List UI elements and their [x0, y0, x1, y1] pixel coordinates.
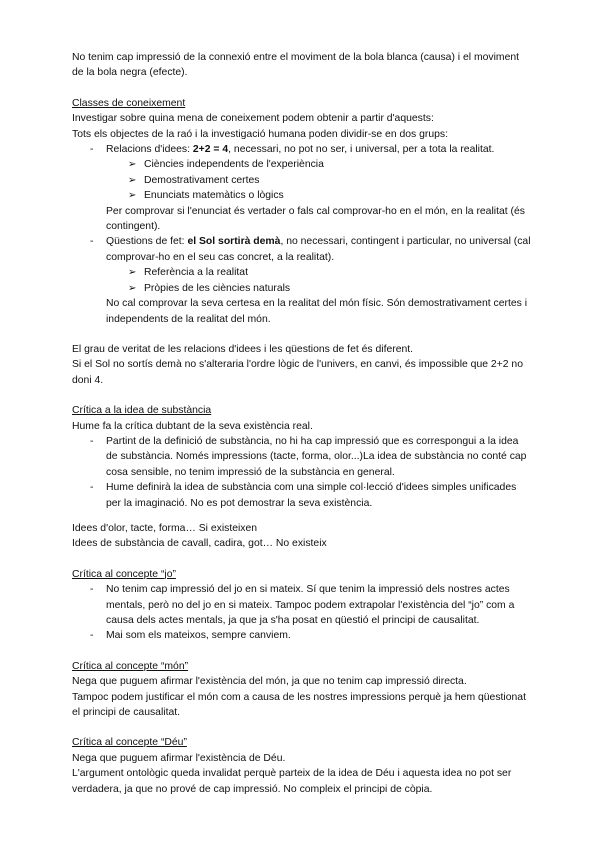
- arrow-bullet-icon: ➢: [128, 174, 137, 186]
- substance-heading: Crítica a la idea de substància: [72, 405, 212, 417]
- arrow-bullet-icon: ➢: [128, 282, 137, 294]
- classes-groups-line: Tots els objectes de la raó i la investigació humana poden dividir-se en dos grups:: [72, 128, 449, 140]
- god-line: L'argument ontològic queda invalidat perquè parteix de la idea de Déu i aquesta idea no pot ser verdadera, ja que no prové de cap impressió. No compleix el principi de còpia.: [72, 768, 512, 795]
- dash-bullet: -: [90, 482, 94, 494]
- god-heading: Crítica al concepte “Déu”: [72, 737, 187, 749]
- ideas-bullet: ➢ Demostrativament certes: [72, 173, 532, 188]
- substance-example-line: Idees d'olor, tacte, forma… Si existeixen: [72, 522, 258, 534]
- facts-item: - Qüestions de fet: el Sol sortirà demà, no necessari, contingent i particular, no universal (cal comprovar-ho en el seu cas concret, a la realitat).: [90, 236, 531, 263]
- facts-bullet: ➢ Pròpies de les ciències naturals: [72, 281, 532, 296]
- world-line: Tampoc podem justificar el món com a causa de les nostres impressions perquè ja hem qüestionat el principi de causalitat.: [72, 691, 526, 719]
- substance-example-line: Idees de substància de cavall, cadira, got… No existeix: [72, 538, 327, 550]
- substance-item: - Hume definirà la idea de substància com una simple col·lecció d'idees simples unificades per la imaginació. No es pot demostrar la seva existència.: [90, 482, 517, 509]
- arrow-bullet-icon: ➢: [128, 190, 137, 202]
- substance-item: - Partint de la definició de substància, no hi ha cap impressió que es correspongui a la idea de substància. Només impressions (tacte, forma, olor...)La idea de substància no conté cap cosa sensible, no tenim impressió de la substància en general.: [90, 435, 527, 478]
- facts-bullet: ➢ Referència a la realitat: [72, 265, 532, 280]
- ideas-example: 2+2 = 4: [192, 144, 229, 156]
- arrow-bullet-icon: ➢: [128, 267, 137, 279]
- ideas-bullet: ➢ Enunciats matemàtics o lògics: [72, 188, 532, 203]
- dash-bullet: -: [90, 435, 94, 447]
- classes-heading: Classes de coneixement: [72, 97, 186, 109]
- document-page: [72, 50, 532, 797]
- truth-degree-line: El grau de veritat de les relacions d'idees i les qüestions de fet és diferent.: [72, 343, 414, 355]
- sun-example-line: Si el Sol no sortís demà no s'alteraria l'ordre lògic de l'univers, en canvi, és impossible que 2+2 no doni 4.: [72, 359, 523, 386]
- self-item: - No tenim cap impressió del jo en si mateix. Sí que tenim la impressió dels nostres actes mentals, però no del jo en si mateix. Tampoc podem extrapolar l'existència del “jo” com a causa dels actes mentals, ja que ja s'ha posat en qüestió el principi de causalitat.: [90, 584, 515, 626]
- self-heading: Crítica al concepte “jo”: [72, 568, 176, 580]
- facts-note: No cal comprovar la seva certesa en la realitat del món físic. Són demostrativament certes i independents de la realitat del món.: [106, 298, 528, 325]
- god-line: Nega que puguem afirmar l'existència de Déu.: [72, 752, 286, 764]
- ideas-relations-item: - Relacions d'idees: 2+2 = 4, necessari, no pot no ser, i universal, per a tota la realitat.: [72, 142, 532, 157]
- substance-intro: Hume fa la crítica dubtant de la seva existència real.: [72, 420, 313, 432]
- world-line: Nega que puguem afirmar l'existència del món, ja que no tenim cap impressió directa.: [72, 676, 467, 688]
- arrow-bullet-icon: ➢: [128, 159, 137, 171]
- dash-bullet: -: [90, 236, 94, 248]
- facts-example: el Sol sortirà demà: [187, 236, 281, 248]
- dash-bullet: -: [90, 584, 94, 596]
- ideas-bullet: ➢ Ciències independents de l'experiència: [72, 157, 532, 172]
- dash-bullet: -: [90, 630, 94, 642]
- classes-intro-line: Investigar sobre quina mena de coneixement podem obtenir a partir d'aquests:: [72, 113, 434, 125]
- self-item: - Mai som els mateixos, sempre canviem.: [72, 628, 532, 643]
- ideas-note: Per comprovar si l'enunciat és vertader o fals cal comprovar-ho en el món, en la realitat (és contingent).: [106, 205, 525, 233]
- causality-paragraph: No tenim cap impressió de la connexió entre el moviment de la bola blanca (causa) i el moviment de la bola negra (efecte).: [72, 52, 520, 79]
- world-heading: Crítica al concepte “món”: [72, 660, 189, 672]
- dash-bullet: -: [90, 144, 94, 156]
